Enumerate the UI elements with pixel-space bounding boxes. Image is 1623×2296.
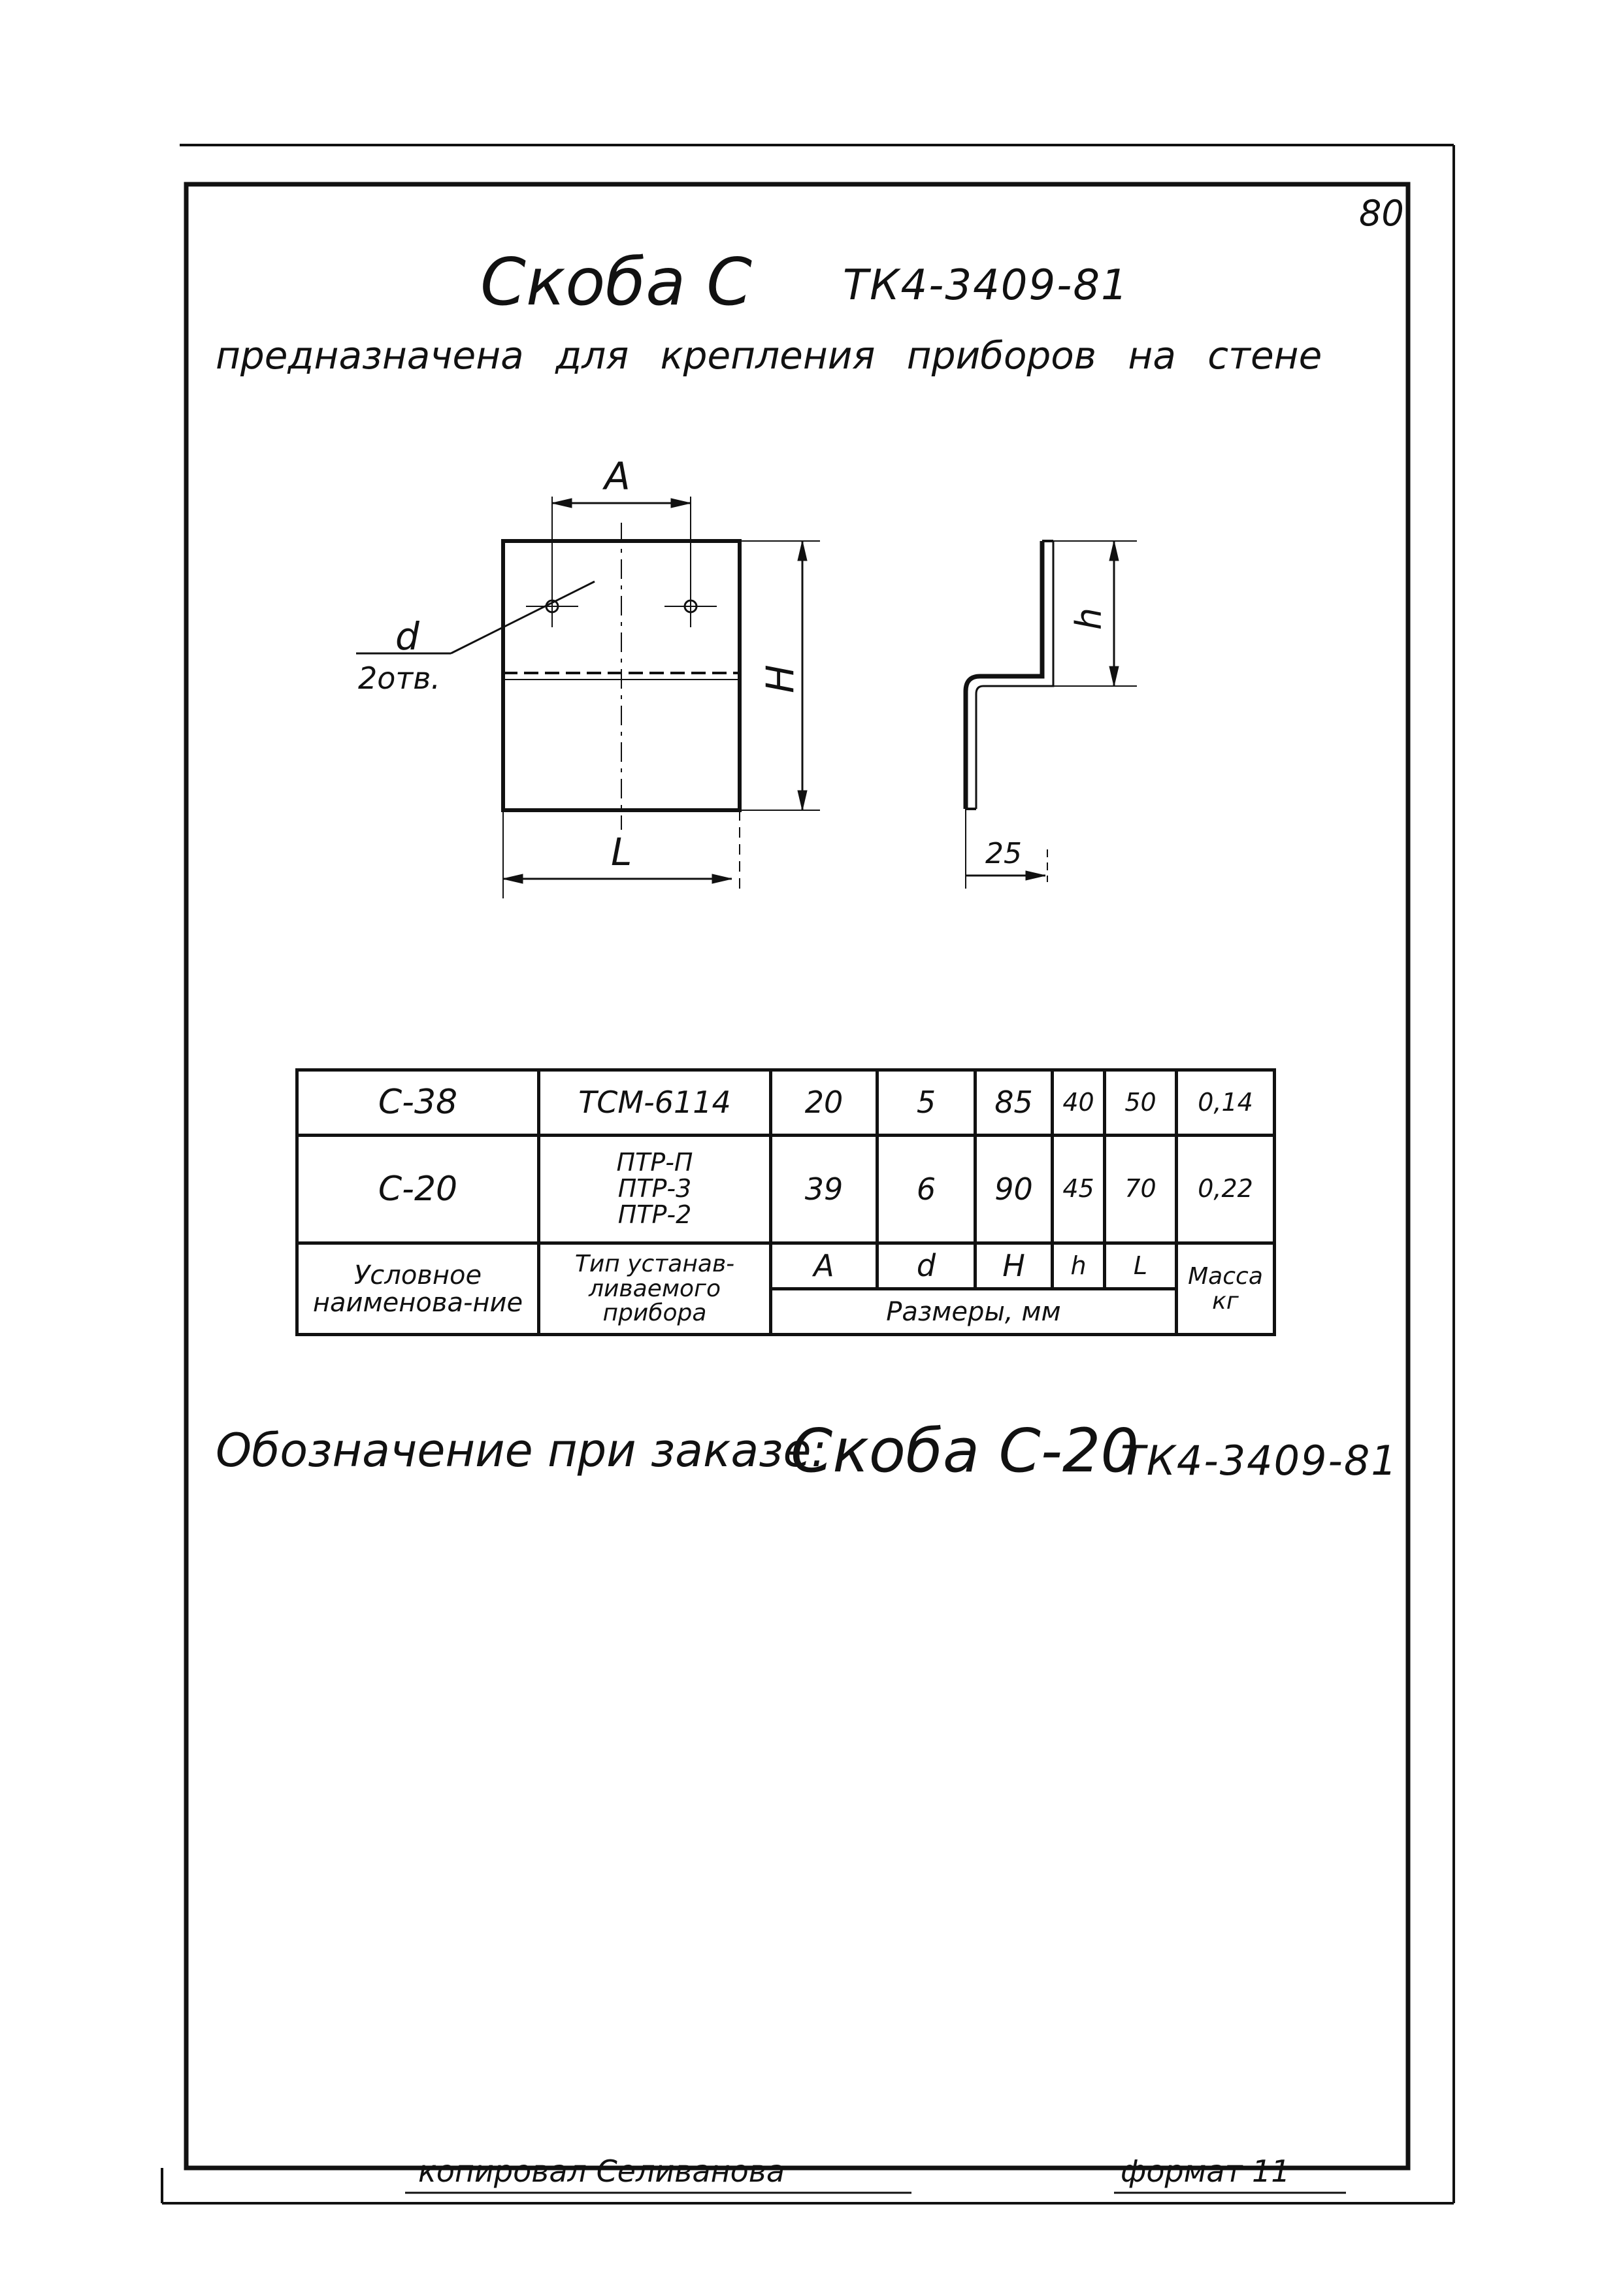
- document-code: ТК4-3409-81: [843, 261, 1129, 310]
- header-h-lower: h: [1053, 1243, 1105, 1289]
- header-d: d: [877, 1243, 975, 1289]
- format-label: формат 11: [1121, 2154, 1290, 2189]
- cell-device: ТСМ-6114: [539, 1070, 771, 1136]
- device-line: ПТР-3: [617, 1174, 692, 1204]
- cell-l: 70: [1105, 1136, 1177, 1243]
- order-value: Скоба С-20: [791, 1416, 1139, 1486]
- page-number: 80: [1359, 193, 1404, 234]
- dim-label-h-upper: H: [757, 664, 802, 693]
- dim-label-d: d: [395, 614, 419, 659]
- header-mass: Масса кг: [1177, 1243, 1275, 1335]
- header-name: Условное наименова-ние: [297, 1243, 539, 1335]
- dim-label-25: 25: [985, 837, 1022, 870]
- cell-d: 6: [877, 1136, 975, 1243]
- front-view: [356, 497, 820, 898]
- table-row: [297, 1070, 1275, 1136]
- header-a: A: [771, 1243, 877, 1289]
- cell-h-lower: 40: [1053, 1070, 1105, 1136]
- document-title: Скоба С: [480, 244, 752, 320]
- cell-h-lower: 45: [1053, 1136, 1105, 1243]
- dim-label-l: L: [611, 830, 632, 874]
- cell-h-upper: 85: [975, 1070, 1053, 1136]
- cell-name: С-20: [297, 1136, 539, 1243]
- header-l: L: [1105, 1243, 1177, 1289]
- cell-device: [539, 1136, 771, 1243]
- cell-mass: 0,22: [1177, 1136, 1275, 1243]
- header-h-upper: H: [975, 1243, 1053, 1289]
- order-label: Обозначение при заказе:: [216, 1424, 827, 1477]
- document-purpose: предназначена для крепления приборов на стене: [216, 333, 1322, 378]
- specification-table: [295, 1068, 1276, 1336]
- dim-label-holes: 2отв.: [358, 661, 440, 696]
- cell-a: 20: [771, 1070, 877, 1136]
- cell-name: С-38: [297, 1070, 539, 1136]
- table-row: [297, 1136, 1275, 1243]
- dim-label-h-lower: h: [1068, 607, 1110, 631]
- cell-mass: 0,14: [1177, 1070, 1275, 1136]
- device-line: ПТР-2: [617, 1200, 692, 1229]
- device-line: ПТР-П: [616, 1148, 693, 1177]
- cell-a: 39: [771, 1136, 877, 1243]
- copied-by: копировал Селиванова: [418, 2154, 785, 2189]
- header-device: Тип устанав-ливаемого прибора: [539, 1243, 771, 1335]
- order-code: ТК4-3409-81: [1121, 1437, 1398, 1484]
- table-header-row: [297, 1243, 1275, 1289]
- cell-h-upper: 90: [975, 1136, 1053, 1243]
- header-sizes: Размеры, мм: [771, 1289, 1177, 1335]
- cell-d: 5: [877, 1070, 975, 1136]
- dim-label-a: A: [604, 454, 631, 499]
- cell-l: 50: [1105, 1070, 1177, 1136]
